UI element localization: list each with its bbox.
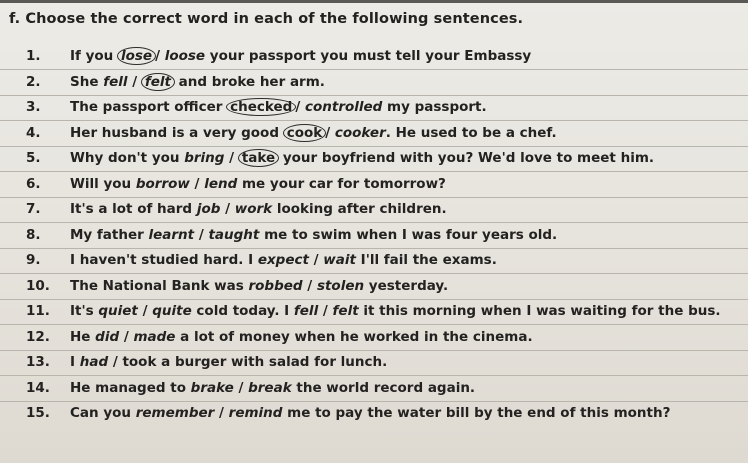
sentence-row xyxy=(0,147,748,173)
word-option: expect xyxy=(257,252,309,268)
sentence-number: 4. xyxy=(26,124,41,141)
sentence-fragment: He managed to xyxy=(70,379,191,396)
sentence-number: 10. xyxy=(26,277,50,294)
word-option: made xyxy=(133,328,176,345)
sentence-fragment: / xyxy=(127,73,142,90)
sentence-fragment: I'll fail the exams. xyxy=(355,252,497,268)
word-option: remember xyxy=(135,405,215,421)
sentence-fragment: Will you xyxy=(70,175,136,192)
sentence-fragment: . He used to be a chef. xyxy=(385,124,557,141)
sentence-row xyxy=(0,71,748,97)
word-option: bring xyxy=(184,150,225,166)
sentence-row xyxy=(0,326,748,352)
word-option: fell xyxy=(293,303,319,319)
circled-answer: lose xyxy=(117,47,156,65)
sentence-fragment: my passport. xyxy=(382,99,487,115)
sentence-fragment: I xyxy=(70,354,80,370)
sentence-fragment: your boyfriend with you? We'd love to meet him. xyxy=(278,150,655,166)
sentence-fragment: / xyxy=(325,124,335,141)
sentence-text xyxy=(70,354,387,370)
sentence-fragment: / xyxy=(214,405,229,421)
sentence-fragment: a lot of money when he worked in the cinema. xyxy=(175,328,533,345)
sentence-fragment: me to swim when I was four years old. xyxy=(259,226,558,243)
word-option: quite xyxy=(152,303,192,319)
sentence-number: 1. xyxy=(26,48,41,64)
sentence-fragment: My father xyxy=(70,226,149,243)
word-option: stolen xyxy=(316,277,365,294)
sentence-row xyxy=(0,402,748,428)
sentence-row xyxy=(0,198,748,224)
sentence-fragment: / xyxy=(224,150,239,166)
sentence-number: 11. xyxy=(26,303,50,319)
sentence-fragment: I haven't studied hard. I xyxy=(70,252,258,268)
sentence-fragment: / xyxy=(220,201,235,217)
word-option: taught xyxy=(208,226,260,243)
sentence-text xyxy=(70,176,446,192)
sentence-number: 9. xyxy=(26,252,41,268)
sentence-fragment: / took a burger with salad for lunch. xyxy=(108,354,388,370)
circled-answer: cook xyxy=(283,124,327,142)
word-option: borrow xyxy=(135,175,190,192)
sentence-text xyxy=(70,380,475,396)
sentence-fragment: Can you xyxy=(70,405,136,421)
exercise-heading: f. Choose the correct word in each of the following sentences. xyxy=(9,11,524,27)
sentence-fragment: The passport officer xyxy=(70,99,228,115)
word-option: break xyxy=(248,379,292,396)
sentence-number: 6. xyxy=(26,175,41,192)
sentence-number: 8. xyxy=(26,226,41,243)
sentence-fragment: He xyxy=(70,328,96,345)
sentence-fragment: Why don't you xyxy=(70,150,185,166)
sentence-number: 7. xyxy=(26,201,41,217)
sentence-number: 3. xyxy=(26,99,41,115)
sentence-fragment: looking after children. xyxy=(272,201,447,217)
sentence-fragment: / xyxy=(155,48,165,64)
sentence-text xyxy=(70,329,533,345)
sentence-row xyxy=(0,224,748,250)
sentence-text xyxy=(70,405,670,421)
sentence-fragment: / xyxy=(295,99,305,115)
word-option: controlled xyxy=(304,99,383,115)
sentence-fragment: If you xyxy=(70,48,118,64)
word-option: remind xyxy=(228,405,283,421)
sentence-text xyxy=(70,278,448,294)
sentence-fragment: Her husband is a very good xyxy=(70,124,284,141)
sentence-fragment: and broke her arm. xyxy=(173,73,325,90)
sentence-fragment: your passport you must tell your Embassy xyxy=(205,48,532,64)
sentence-row xyxy=(0,377,748,403)
sentence-number: 12. xyxy=(26,328,50,345)
sentence-row xyxy=(0,351,748,377)
word-option: work xyxy=(234,201,273,217)
sentence-fragment: yesterday. xyxy=(364,277,449,294)
sentence-fragment: / xyxy=(119,328,134,345)
sentence-number: 2. xyxy=(26,73,41,90)
top-rule xyxy=(0,0,748,3)
sentence-fragment: / xyxy=(302,277,317,294)
word-option: lend xyxy=(204,175,238,192)
sentence-text xyxy=(70,150,654,166)
sentence-row xyxy=(0,300,748,326)
sentence-number: 15. xyxy=(26,405,50,421)
sentence-text xyxy=(70,303,721,319)
word-option: fell xyxy=(103,73,128,90)
sentence-fragment: / xyxy=(318,303,333,319)
sentence-text xyxy=(70,99,487,115)
word-option: felt xyxy=(332,303,359,319)
sentence-text xyxy=(70,201,447,217)
circled-answer: checked xyxy=(226,98,296,116)
circled-answer: felt xyxy=(141,73,175,91)
word-option: wait xyxy=(323,252,356,268)
word-option: cooker xyxy=(334,124,386,141)
sentence-number: 14. xyxy=(26,379,50,396)
sentence-fragment: It's xyxy=(70,303,99,319)
sentence-text xyxy=(70,252,497,268)
word-option: did xyxy=(95,328,120,345)
sentence-text xyxy=(70,125,557,141)
sentence-row xyxy=(0,275,748,301)
sentence-fragment: / xyxy=(137,303,153,319)
sentence-fragment: cold today. I xyxy=(191,303,294,319)
sentence-fragment: it this morning when I was waiting for the bus. xyxy=(358,303,721,319)
sentence-row xyxy=(0,122,748,148)
word-option: had xyxy=(79,354,109,370)
sentence-fragment: The National Bank was xyxy=(70,277,249,294)
word-option: job xyxy=(196,201,221,217)
sentence-fragment: me to pay the water bill by the end of this month? xyxy=(282,405,671,421)
sentence-fragment: It's a lot of hard xyxy=(70,201,197,217)
sentence-fragment: / xyxy=(308,252,324,268)
sentence-text xyxy=(70,48,531,64)
sentence-fragment: the world record again. xyxy=(291,379,476,396)
sentence-fragment: / xyxy=(194,226,209,243)
sentence-text xyxy=(70,74,325,90)
word-option: loose xyxy=(164,48,206,64)
sentence-fragment: / xyxy=(233,379,249,396)
sentence-fragment: She xyxy=(70,73,104,90)
word-option: robbed xyxy=(248,277,303,294)
sentence-row xyxy=(0,249,748,275)
word-option: brake xyxy=(190,379,234,396)
sentence-row xyxy=(0,96,748,122)
circled-answer: take xyxy=(238,149,279,167)
sentence-text xyxy=(70,227,557,243)
sentence-fragment: / xyxy=(189,175,205,192)
sentence-row xyxy=(0,173,748,199)
sentence-number: 13. xyxy=(26,354,50,370)
word-option: quiet xyxy=(98,303,138,319)
sentence-row xyxy=(0,45,748,71)
word-option: learnt xyxy=(148,226,195,243)
sentence-number: 5. xyxy=(26,150,41,166)
sentence-fragment: me your car for tomorrow? xyxy=(237,175,446,192)
